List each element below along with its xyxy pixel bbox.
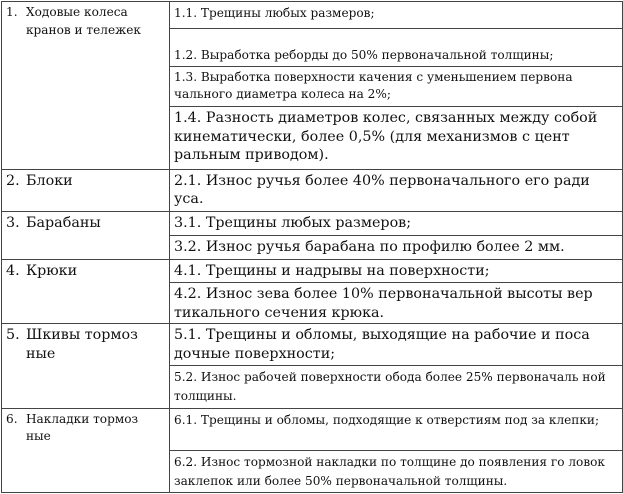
component-name: Накладки тормоз ные [26,411,139,444]
defect-cell: 5.2. Износ рабочей поверхности обода более 25% первоначаль ной толщины. [170,366,623,408]
component-name: Шкивы тормоз ные [26,327,138,362]
row-number: 3. [6,214,20,231]
defect-cell: 1.2. Выработка реборды до 50% первоначальной толщины; [170,29,623,67]
table-row [2,324,623,366]
defects-table [1,1,623,493]
component-cell [2,169,170,211]
defect-cell: 2.1. Износ ручья более 40% первоначального его ради уса. [170,169,623,211]
table-row [2,2,623,29]
table-row [2,408,623,450]
table-row [2,169,623,211]
defect-cell: 5.1. Трещины и обломы, выходящие на рабочие и поса дочные поверхности; [170,324,623,366]
defect-cell: 3.1. Трещины любых размеров; [170,211,623,235]
row-number: 1. [6,5,18,19]
component-name: Блоки [26,172,73,189]
defect-cell: 4.2. Износ зева более 10% первоначальной высоты вер тикального сечения крюка. [170,283,623,324]
component-cell [2,211,170,259]
component-cell [2,2,170,170]
defect-cell: 1.1. Трещины любых размеров; [170,2,623,29]
component-cell [2,260,170,324]
component-cell [2,408,170,492]
row-number: 4. [6,263,20,279]
component-name: Ходовые колеса кранов и тележек [26,5,141,37]
defect-cell: 6.2. Износ тормозной накладки по толщине до появления го ловок заклепок или более 50% первоначальной толщины. [170,450,623,492]
row-number: 5. [6,327,20,344]
row-number: 2. [6,172,20,189]
row-number: 6. [6,411,18,426]
defect-cell: 6.1. Трещины и обломы, подходящие к отверстиям под за клепки; [170,408,623,450]
component-name: Барабаны [26,214,101,231]
table-row [2,260,623,283]
table-row [2,211,623,235]
component-name: Крюки [26,263,78,279]
defect-cell: 1.4. Разность диаметров колес, связанных между собой кинематически, более 0,5% (для механизмов с цент ральным приводом). [170,107,623,169]
defect-cell: 4.1. Трещины и надрывы на поверхности; [170,260,623,283]
component-cell [2,324,170,408]
defect-cell: 3.2. Износ ручья барабана по профилю более 2 мм. [170,235,623,259]
defect-cell: 1.3. Выработка поверхности качения с уменьшением первона чального диаметра колеса на 2%; [170,67,623,107]
